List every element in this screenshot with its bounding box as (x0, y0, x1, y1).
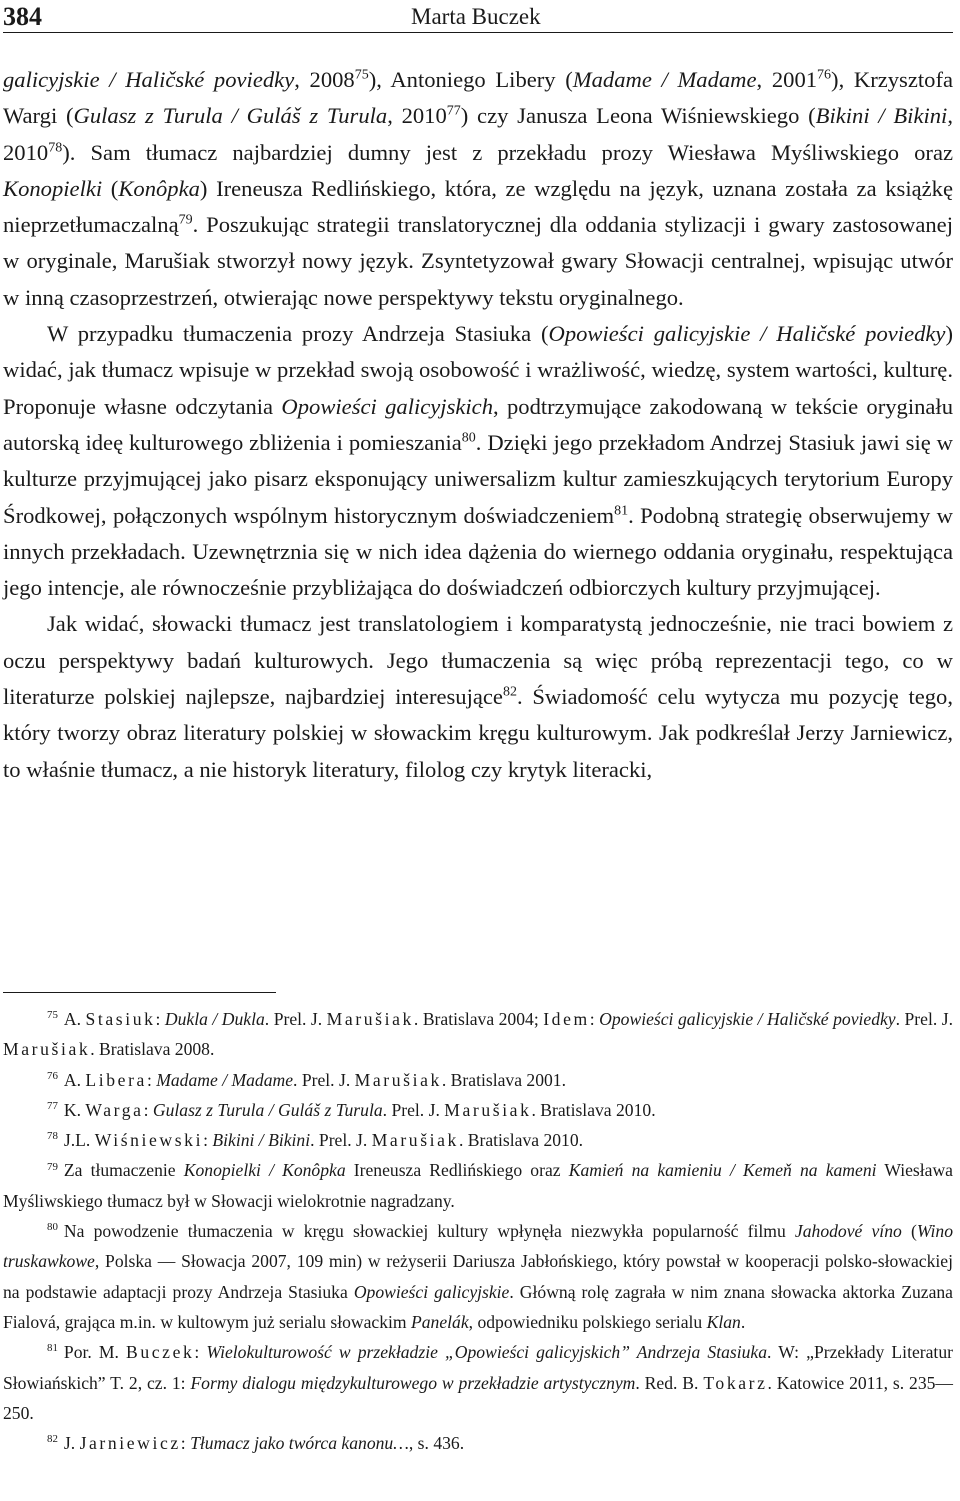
text-run: . Główną rolę zagrała w nim znana słowacka aktorka Zuzana Fialová, grająca m.in. w kultowym już serialu słowackim (3, 1281, 953, 1332)
spaced-surname: Marušiak (3, 1039, 91, 1060)
text-run: . Prel. J. (293, 1069, 355, 1090)
footnote-reference: 82 (502, 684, 517, 700)
text-run: . Bratislava 2001. (441, 1069, 566, 1090)
spaced-surname: Marušiak (444, 1099, 532, 1120)
spaced-surname: Marušiak (354, 1069, 442, 1090)
footnote (3, 1095, 953, 1125)
footnotes (3, 1004, 953, 1458)
paragraph (3, 316, 953, 606)
footnote (3, 1337, 953, 1428)
text-run: Jak widać, słowacki tłumacz jest translatologiem i komparatystą jednocześnie, nie traci bowiem z oczu perspektywy badań kulturowych. Jego tłumaczenia są więc próbą reprezentacji tego, co w literaturze polskiej najlepsze, najbardziej interesujące (3, 611, 953, 710)
footnote-reference: 81 (614, 503, 629, 519)
text-run: . Bratislava 2008. (90, 1039, 215, 1060)
footnote (3, 1428, 953, 1458)
text-run: : (155, 1009, 165, 1029)
italic-text: Madame / Madame (156, 1069, 294, 1090)
footnote-reference: 77 (446, 103, 461, 119)
text-run: . Prel. J. (382, 1099, 445, 1120)
text-run: , 2008 (294, 67, 355, 92)
italic-text: Opowieści galicyjskie / Haličské poviedky (548, 321, 946, 347)
footnote-reference: 78 (48, 140, 63, 156)
spaced-surname: Jarniewicz (79, 1433, 181, 1454)
text-run: ( (102, 175, 119, 201)
italic-text: Bikini / Bikini (815, 103, 948, 129)
text-run: , odpowiedniku polskiego serialu (468, 1311, 707, 1332)
text-run: : (194, 1342, 207, 1363)
footnote (3, 1065, 953, 1095)
text-run: ( (901, 1221, 917, 1242)
paragraph (3, 62, 953, 316)
footnote-separator (3, 992, 276, 993)
text-run: . Poszukując strategii translatorycznej dla oddania stylizacji i gwary zastosowanej w oryginale, Marušiak stworzył nowy język. Zsyntetyzował gwary Słowacji centralnej, wpisując utwór w inną czasoprzestrzeń, otwierając nowe perspektywy tekstu oryginalnego. (3, 212, 953, 310)
footnote-reference: 79 (178, 212, 193, 228)
spaced-surname: Buczek (126, 1342, 195, 1363)
text-run: . Bratislava 2010. (458, 1130, 584, 1151)
text-run: K. (63, 1099, 86, 1120)
spaced-surname: Marušiak (326, 1009, 414, 1029)
italic-text: Bikini / Bikini (212, 1130, 311, 1151)
text-run: ) czy Janusza Leona Wiśniewskiego ( (460, 103, 816, 129)
text-run: ). Sam tłumacz najbardziej dumny jest z przekładu prozy Wiesława Myśliwskiego oraz (62, 139, 953, 165)
text-run: . Katowice 2011, s. 235—250. (3, 1372, 954, 1423)
spaced-surname: Marušiak (371, 1130, 459, 1151)
text-run: J.L. (63, 1130, 95, 1151)
text-run: : (203, 1130, 213, 1151)
text-run: . Prel. J. (264, 1009, 327, 1029)
text-run: A. (63, 1009, 86, 1029)
spaced-surname: Idem (543, 1009, 590, 1029)
text-run: . Red. B. (635, 1372, 704, 1393)
text-run: , Polska — Słowacja 2007, 109 min) w reżyserii Dariusza Jabłońskiego, który powstał w kooperacji polsko-słowackiej na podstawie adaptacji prozy Andrzeja Stasiuka (3, 1251, 953, 1302)
text-run: Wiesława Myśliwskiego tłumacz był w Słowacji wielokrotnie nagradzany. (3, 1160, 953, 1211)
footnote-number: 81 (47, 1342, 58, 1355)
main-text (3, 62, 953, 788)
text-run: : (146, 1069, 157, 1090)
text-run: . W: „Przekłady Literatur Słowiańskich” T. 2, cz. 1: (3, 1342, 953, 1393)
text-run: , podtrzymujące zakodowaną w tekście oryginału autorską ideę kulturowego zbliżenia i pomieszania (3, 393, 954, 455)
running-head-author: Marta Buczek (411, 4, 541, 29)
text-run: , 2001 (756, 67, 818, 92)
text-run: . Bratislava 2004; (413, 1009, 544, 1029)
text-run: . Prel. J. (310, 1130, 372, 1151)
italic-text: Wielokulturowość w przekładzie „Opowieści galicyjskich” Andrzeja Stasiuka (206, 1342, 768, 1363)
text-run: Za tłumaczenie (63, 1160, 184, 1181)
text-run: J. (63, 1433, 80, 1454)
spaced-surname: Tokarz (703, 1372, 768, 1393)
text-run: ) Ireneusza Redlińskiego, która, ze względu na język, uznana została za książkę nieprzetłumaczalną (3, 175, 953, 238)
text-run: , 2010 (3, 103, 953, 165)
text-run: . Podobną strategię obserwujemy w innych przekładach. Uzewnętrznia się w nich idea dążenia do wiernego oddania oryginału, respektująca jego intencje, ale równocześnie przybliżająca do doświadczeń odbiorczych kultury przyjmującej. (3, 502, 953, 601)
footnote (3, 1125, 953, 1155)
footnote-number: 79 (47, 1160, 58, 1173)
text-run: . (740, 1311, 746, 1332)
footnote-number: 80 (47, 1221, 58, 1234)
footnote-number: 76 (47, 1069, 58, 1082)
footnote-number: 78 (47, 1130, 58, 1143)
text-run: A. (63, 1069, 86, 1090)
paragraph (3, 606, 953, 787)
italic-text: Opowieści galicyjskich (281, 393, 494, 419)
text-run: . Bratislava 2010. (531, 1099, 656, 1120)
spaced-surname: Wiśniewski (94, 1130, 204, 1151)
italic-text: Klan (706, 1311, 741, 1332)
italic-text: Konopielki / Konôpka (183, 1160, 346, 1181)
text-run: . Świadomość celu wytycza mu pozycję tego, który tworzy obraz literatury polskiej w słowackim kręgu kulturowym. Jak podkreślał Jerzy Jarniewicz, to właśnie tłumacz, a nie historyk literatury, filolog czy krytyk literacki, (3, 684, 953, 782)
spaced-surname: Libera (85, 1069, 147, 1090)
italic-text: Kamień na kamieniu / Kemeň na kameni (568, 1160, 877, 1181)
page-number: 384 (3, 2, 42, 31)
footnote (3, 1216, 953, 1337)
italic-text: Jahodové víno (794, 1221, 902, 1242)
text-run: , 2010 (387, 103, 447, 129)
footnote-reference: 80 (461, 430, 476, 446)
text-run: ) widać, jak tłumacz wpisuje w przekład swoją osobowość i wrażliwość, wiedzę, system wartości, kulturę. Proponuje własne odczytania (3, 321, 953, 419)
italic-text: galicyjskie / Haličské poviedky (3, 67, 295, 92)
italic-text: Wino truskawkowe (3, 1221, 953, 1272)
footnote (3, 1004, 953, 1065)
italic-text: Konôpka (118, 175, 200, 201)
text-run: W przypadku tłumaczenia prozy Andrzeja Stasiuka ( (47, 321, 549, 347)
text-run: Por. M. (63, 1342, 127, 1363)
footnote-number: 75 (47, 1009, 58, 1022)
footnote-number: 77 (47, 1100, 58, 1113)
footnote (3, 1155, 953, 1216)
italic-text: Gulasz z Turula / Guláš z Turula (152, 1099, 383, 1120)
italic-text: Dukla / Dukla (164, 1009, 265, 1029)
text-run: . Dzięki jego przekładom Andrzej Stasiuk jawi się w kulturze przyjmującej jako pisarz eksponujący uniwersalizm kultur zamieszkujących terytorium Europy Środkowej, połączonych wspólnym historycznym doświadczeniem (3, 429, 953, 528)
italic-text: Opowieści galicyjskie / Haličské poviedky (599, 1009, 896, 1029)
footnote-reference: 75 (354, 67, 369, 83)
text-run: ), Krzysztofa Wargi ( (3, 67, 953, 129)
italic-text: Opowieści galicyjskie (353, 1281, 510, 1302)
italic-text: Konopielki (3, 175, 103, 201)
text-run: Na powodzenie tłumaczenia w kręgu słowackiej kultury wpłynęła niezwykła popularność filmu (63, 1221, 795, 1242)
text-run: ), Antoniego Libery ( (368, 67, 573, 92)
italic-text: Gulasz z Turula / Guláš z Turula (73, 103, 388, 129)
footnote-reference: 76 (817, 67, 832, 83)
footnote-number: 82 (47, 1433, 58, 1446)
text-run: : (143, 1099, 153, 1120)
italic-text: Tłumacz jako twórca kanonu… (190, 1433, 409, 1454)
page-header (3, 2, 953, 33)
italic-text: Panelák (410, 1311, 469, 1332)
text-run: : (180, 1433, 191, 1454)
spaced-surname: Warga (85, 1099, 144, 1120)
text-run: , s. 436. (408, 1433, 465, 1454)
italic-text: Madame / Madame (572, 67, 757, 92)
text-run: . Prel. J. (895, 1009, 953, 1029)
text-run: : (589, 1009, 600, 1029)
spaced-surname: Stasiuk (85, 1009, 156, 1029)
italic-text: Formy dialogu międzykulturowego w przekładzie artystycznym (190, 1372, 636, 1393)
text-run: Ireneusza Redlińskiego oraz (345, 1160, 569, 1181)
